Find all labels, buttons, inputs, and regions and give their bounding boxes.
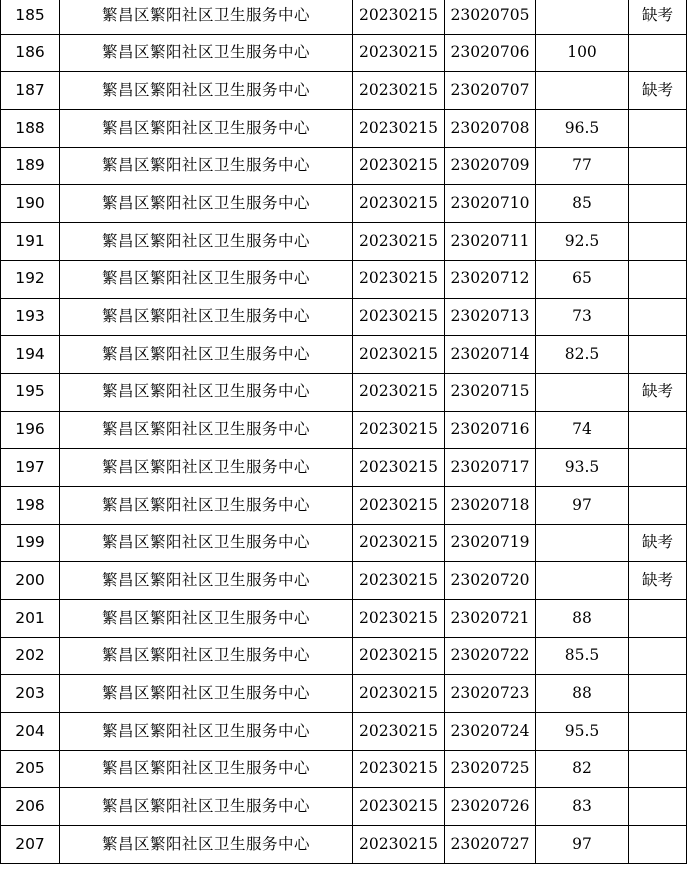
score-cell: 73 xyxy=(536,298,629,336)
position-code-cell: 20230215 xyxy=(353,637,445,675)
unit-name-cell: 繁昌区繁阳社区卫生服务中心 xyxy=(60,223,353,261)
position-code-cell: 20230215 xyxy=(353,298,445,336)
unit-name-cell: 繁昌区繁阳社区卫生服务中心 xyxy=(60,373,353,411)
remark-cell xyxy=(629,298,687,336)
admission-ticket-cell: 23020726 xyxy=(445,788,536,826)
remark-cell xyxy=(629,675,687,713)
score-cell: 83 xyxy=(536,788,629,826)
score-cell xyxy=(536,562,629,600)
sequence-number-cell: 199 xyxy=(1,524,60,562)
score-cell: 97 xyxy=(536,826,629,864)
table-row xyxy=(1,336,687,374)
unit-name-cell: 繁昌区繁阳社区卫生服务中心 xyxy=(60,0,353,34)
remark-cell: 缺考 xyxy=(629,524,687,562)
table-row xyxy=(1,223,687,261)
score-cell: 74 xyxy=(536,411,629,449)
remark-cell xyxy=(629,336,687,374)
unit-name-cell: 繁昌区繁阳社区卫生服务中心 xyxy=(60,486,353,524)
score-cell: 77 xyxy=(536,147,629,185)
table-row xyxy=(1,524,687,562)
table-row xyxy=(1,298,687,336)
sequence-number-cell: 189 xyxy=(1,147,60,185)
unit-name-cell: 繁昌区繁阳社区卫生服务中心 xyxy=(60,147,353,185)
position-code-cell: 20230215 xyxy=(353,223,445,261)
sequence-number-cell: 186 xyxy=(1,34,60,72)
admission-ticket-cell: 23020711 xyxy=(445,223,536,261)
remark-cell xyxy=(629,826,687,864)
remark-cell xyxy=(629,637,687,675)
position-code-cell: 20230215 xyxy=(353,373,445,411)
position-code-cell: 20230215 xyxy=(353,34,445,72)
sequence-number-cell: 191 xyxy=(1,223,60,261)
score-cell xyxy=(536,524,629,562)
admission-ticket-cell: 23020712 xyxy=(445,260,536,298)
table-row xyxy=(1,675,687,713)
unit-name-cell: 繁昌区繁阳社区卫生服务中心 xyxy=(60,713,353,751)
position-code-cell: 20230215 xyxy=(353,72,445,110)
sequence-number-cell: 196 xyxy=(1,411,60,449)
admission-ticket-cell: 23020727 xyxy=(445,826,536,864)
admission-ticket-cell: 23020713 xyxy=(445,298,536,336)
position-code-cell: 20230215 xyxy=(353,524,445,562)
unit-name-cell: 繁昌区繁阳社区卫生服务中心 xyxy=(60,411,353,449)
remark-cell xyxy=(629,788,687,826)
admission-ticket-cell: 23020707 xyxy=(445,72,536,110)
unit-name-cell: 繁昌区繁阳社区卫生服务中心 xyxy=(60,600,353,638)
position-code-cell: 20230215 xyxy=(353,788,445,826)
remark-cell: 缺考 xyxy=(629,562,687,600)
sequence-number-cell: 205 xyxy=(1,750,60,788)
sequence-number-cell: 185 xyxy=(1,0,60,34)
score-cell: 88 xyxy=(536,675,629,713)
position-code-cell: 20230215 xyxy=(353,713,445,751)
table-body xyxy=(1,0,687,863)
position-code-cell: 20230215 xyxy=(353,336,445,374)
sequence-number-cell: 194 xyxy=(1,336,60,374)
remark-cell xyxy=(629,147,687,185)
admission-ticket-cell: 23020714 xyxy=(445,336,536,374)
admission-ticket-cell: 23020720 xyxy=(445,562,536,600)
unit-name-cell: 繁昌区繁阳社区卫生服务中心 xyxy=(60,110,353,148)
unit-name-cell: 繁昌区繁阳社区卫生服务中心 xyxy=(60,34,353,72)
table-row xyxy=(1,72,687,110)
table-row xyxy=(1,0,687,34)
score-cell: 82 xyxy=(536,750,629,788)
score-cell: 65 xyxy=(536,260,629,298)
position-code-cell: 20230215 xyxy=(353,486,445,524)
unit-name-cell: 繁昌区繁阳社区卫生服务中心 xyxy=(60,675,353,713)
remark-cell: 缺考 xyxy=(629,0,687,34)
admission-ticket-cell: 23020723 xyxy=(445,675,536,713)
sequence-number-cell: 201 xyxy=(1,600,60,638)
table-row xyxy=(1,486,687,524)
sequence-number-cell: 192 xyxy=(1,260,60,298)
admission-ticket-cell: 23020717 xyxy=(445,449,536,487)
sequence-number-cell: 193 xyxy=(1,298,60,336)
position-code-cell: 20230215 xyxy=(353,147,445,185)
score-cell: 100 xyxy=(536,34,629,72)
score-cell: 92.5 xyxy=(536,223,629,261)
unit-name-cell: 繁昌区繁阳社区卫生服务中心 xyxy=(60,260,353,298)
position-code-cell: 20230215 xyxy=(353,110,445,148)
score-cell: 88 xyxy=(536,600,629,638)
admission-ticket-cell: 23020709 xyxy=(445,147,536,185)
unit-name-cell: 繁昌区繁阳社区卫生服务中心 xyxy=(60,72,353,110)
sequence-number-cell: 190 xyxy=(1,185,60,223)
remark-cell: 缺考 xyxy=(629,373,687,411)
remark-cell xyxy=(629,449,687,487)
remark-cell xyxy=(629,600,687,638)
unit-name-cell: 繁昌区繁阳社区卫生服务中心 xyxy=(60,562,353,600)
score-cell xyxy=(536,0,629,34)
remark-cell xyxy=(629,486,687,524)
table-row xyxy=(1,185,687,223)
table-row xyxy=(1,260,687,298)
score-cell: 97 xyxy=(536,486,629,524)
table-row xyxy=(1,449,687,487)
score-cell: 95.5 xyxy=(536,713,629,751)
unit-name-cell: 繁昌区繁阳社区卫生服务中心 xyxy=(60,750,353,788)
position-code-cell: 20230215 xyxy=(353,0,445,34)
admission-ticket-cell: 23020705 xyxy=(445,0,536,34)
remark-cell xyxy=(629,185,687,223)
sequence-number-cell: 207 xyxy=(1,826,60,864)
sequence-number-cell: 206 xyxy=(1,788,60,826)
sequence-number-cell: 197 xyxy=(1,449,60,487)
sequence-number-cell: 203 xyxy=(1,675,60,713)
table-row xyxy=(1,110,687,148)
unit-name-cell: 繁昌区繁阳社区卫生服务中心 xyxy=(60,637,353,675)
position-code-cell: 20230215 xyxy=(353,411,445,449)
table-row xyxy=(1,34,687,72)
position-code-cell: 20230215 xyxy=(353,449,445,487)
table-row xyxy=(1,562,687,600)
score-cell xyxy=(536,72,629,110)
position-code-cell: 20230215 xyxy=(353,260,445,298)
table-row xyxy=(1,411,687,449)
position-code-cell: 20230215 xyxy=(353,185,445,223)
remark-cell xyxy=(629,34,687,72)
table-row xyxy=(1,826,687,864)
admission-ticket-cell: 23020715 xyxy=(445,373,536,411)
position-code-cell: 20230215 xyxy=(353,562,445,600)
remark-cell xyxy=(629,260,687,298)
position-code-cell: 20230215 xyxy=(353,600,445,638)
sequence-number-cell: 187 xyxy=(1,72,60,110)
sequence-number-cell: 204 xyxy=(1,713,60,751)
table-row xyxy=(1,147,687,185)
sequence-number-cell: 200 xyxy=(1,562,60,600)
admission-ticket-cell: 23020721 xyxy=(445,600,536,638)
sequence-number-cell: 198 xyxy=(1,486,60,524)
remark-cell: 缺考 xyxy=(629,72,687,110)
table-row xyxy=(1,600,687,638)
admission-ticket-cell: 23020722 xyxy=(445,637,536,675)
admission-ticket-cell: 23020718 xyxy=(445,486,536,524)
table-row xyxy=(1,713,687,751)
position-code-cell: 20230215 xyxy=(353,675,445,713)
admission-ticket-cell: 23020719 xyxy=(445,524,536,562)
remark-cell xyxy=(629,411,687,449)
score-cell: 85 xyxy=(536,185,629,223)
admission-ticket-cell: 23020716 xyxy=(445,411,536,449)
admission-ticket-cell: 23020706 xyxy=(445,34,536,72)
table-row xyxy=(1,788,687,826)
sequence-number-cell: 188 xyxy=(1,110,60,148)
score-cell: 93.5 xyxy=(536,449,629,487)
unit-name-cell: 繁昌区繁阳社区卫生服务中心 xyxy=(60,298,353,336)
unit-name-cell: 繁昌区繁阳社区卫生服务中心 xyxy=(60,788,353,826)
remark-cell xyxy=(629,223,687,261)
unit-name-cell: 繁昌区繁阳社区卫生服务中心 xyxy=(60,449,353,487)
table-row xyxy=(1,750,687,788)
table-row xyxy=(1,637,687,675)
admission-ticket-cell: 23020708 xyxy=(445,110,536,148)
remark-cell xyxy=(629,713,687,751)
unit-name-cell: 繁昌区繁阳社区卫生服务中心 xyxy=(60,185,353,223)
admission-ticket-cell: 23020724 xyxy=(445,713,536,751)
admission-ticket-cell: 23020725 xyxy=(445,750,536,788)
score-cell: 85.5 xyxy=(536,637,629,675)
score-cell xyxy=(536,373,629,411)
unit-name-cell: 繁昌区繁阳社区卫生服务中心 xyxy=(60,336,353,374)
score-cell: 96.5 xyxy=(536,110,629,148)
unit-name-cell: 繁昌区繁阳社区卫生服务中心 xyxy=(60,524,353,562)
unit-name-cell: 繁昌区繁阳社区卫生服务中心 xyxy=(60,826,353,864)
position-code-cell: 20230215 xyxy=(353,750,445,788)
score-cell: 82.5 xyxy=(536,336,629,374)
remark-cell xyxy=(629,110,687,148)
admission-ticket-cell: 23020710 xyxy=(445,185,536,223)
position-code-cell: 20230215 xyxy=(353,826,445,864)
sequence-number-cell: 195 xyxy=(1,373,60,411)
table-row xyxy=(1,373,687,411)
remark-cell xyxy=(629,750,687,788)
sequence-number-cell: 202 xyxy=(1,637,60,675)
